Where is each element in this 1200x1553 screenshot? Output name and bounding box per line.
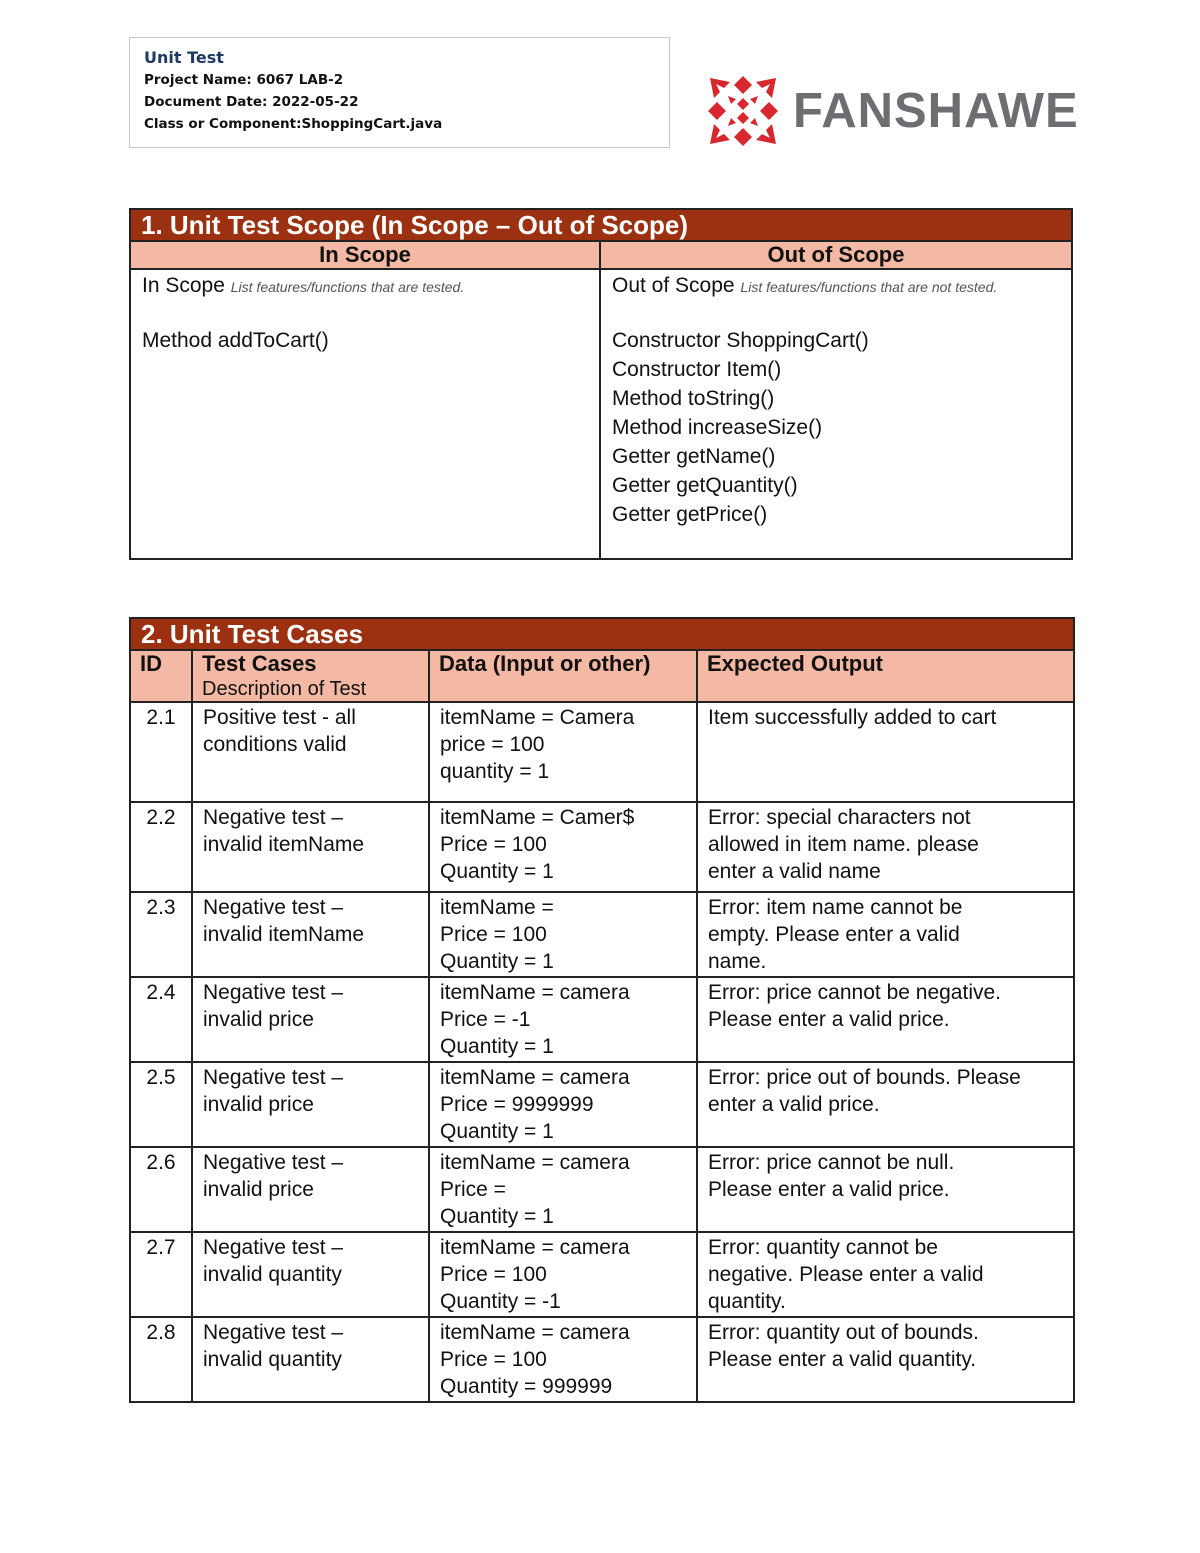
line: invalid price	[203, 1093, 314, 1116]
case-data	[429, 1317, 697, 1402]
case-expected	[697, 802, 1074, 892]
line: price = 100	[440, 733, 545, 756]
case-id: 2.8	[130, 1317, 192, 1402]
line: Error: special characters not	[708, 806, 971, 829]
case-description	[192, 1317, 429, 1402]
line: invalid itemName	[203, 833, 365, 856]
line: Negative test –	[203, 806, 344, 829]
table-row	[130, 1232, 1074, 1317]
in-scope-item: Method addToCart()	[142, 329, 329, 352]
line: Quantity = 999999	[440, 1375, 613, 1398]
test-cases-title: 2. Unit Test Cases	[130, 618, 1074, 650]
out-of-scope-cell	[600, 269, 1072, 559]
table-row	[130, 802, 1074, 892]
fanshawe-mark-icon	[700, 68, 786, 154]
table-row	[130, 977, 1074, 1062]
case-data	[429, 802, 697, 892]
line: allowed in item name. please	[708, 833, 979, 856]
line: Negative test –	[203, 896, 344, 919]
table-row	[130, 1147, 1074, 1232]
line: invalid price	[203, 1178, 314, 1201]
out-of-scope-item: Constructor Item()	[612, 358, 782, 381]
line: quantity.	[708, 1290, 786, 1313]
scope-table	[129, 208, 1073, 560]
case-id: 2.5	[130, 1062, 192, 1147]
case-id: 2.4	[130, 977, 192, 1062]
line: conditions valid	[203, 733, 347, 756]
line: Please enter a valid price.	[708, 1178, 950, 1201]
case-expected	[697, 977, 1074, 1062]
line: Negative test –	[203, 1236, 344, 1259]
line: Item successfully added to cart	[708, 706, 997, 729]
test-cases-header-sub: Description of Test	[202, 678, 367, 700]
case-expected	[697, 1147, 1074, 1232]
logo-wordmark: FANSHAWE	[793, 84, 1079, 138]
line: enter a valid price.	[708, 1093, 880, 1116]
case-expected	[697, 702, 1074, 802]
out-of-scope-header: Out of Scope	[600, 241, 1072, 269]
test-cases-column-header	[192, 650, 429, 702]
line: Quantity = -1	[440, 1290, 561, 1313]
test-cases-table	[129, 617, 1075, 1403]
line: Quantity = 1	[440, 1035, 554, 1058]
line: Price = -1	[440, 1008, 531, 1031]
scope-title: 1. Unit Test Scope (In Scope – Out of Scope)	[130, 209, 1072, 241]
in-scope-cell	[130, 269, 600, 559]
case-description	[192, 702, 429, 802]
case-data	[429, 892, 697, 977]
case-description	[192, 802, 429, 892]
document-header	[129, 37, 670, 148]
line: Positive test - all	[203, 706, 356, 729]
line: enter a valid name	[708, 860, 881, 883]
line: Error: quantity cannot be	[708, 1236, 938, 1259]
line: Price = 9999999	[440, 1093, 594, 1116]
line: Error: price out of bounds. Please	[708, 1066, 1021, 1089]
line: Price = 100	[440, 1263, 547, 1286]
line: Quantity = 1	[440, 860, 554, 883]
line: invalid itemName	[203, 923, 365, 946]
line: Price = 100	[440, 833, 547, 856]
case-description	[192, 1147, 429, 1232]
table-row	[130, 1317, 1074, 1402]
out-of-scope-item: Method increaseSize()	[612, 416, 823, 439]
case-id: 2.1	[130, 702, 192, 802]
line: Error: price cannot be negative.	[708, 981, 1001, 1004]
id-column-header: ID	[130, 650, 192, 702]
line: itemName = camera	[440, 1151, 630, 1174]
data-column-header: Data (Input or other)	[429, 650, 697, 702]
table-row	[130, 1062, 1074, 1147]
in-scope-label: In Scope	[142, 274, 225, 297]
case-id: 2.7	[130, 1232, 192, 1317]
line: invalid quantity	[203, 1348, 342, 1371]
component-name: Class or Component:ShoppingCart.java	[144, 116, 443, 132]
case-data	[429, 1232, 697, 1317]
line: Error: item name cannot be	[708, 896, 963, 919]
case-id: 2.3	[130, 892, 192, 977]
line: itemName = Camer$	[440, 806, 635, 829]
project-name: Project Name: 6067 LAB-2	[144, 72, 344, 88]
case-description	[192, 977, 429, 1062]
out-of-scope-item: Constructor ShoppingCart()	[612, 329, 869, 352]
case-id: 2.6	[130, 1147, 192, 1232]
line: itemName = camera	[440, 1321, 630, 1344]
fanshawe-logo	[700, 68, 1079, 156]
case-data	[429, 1147, 697, 1232]
line: itemName =	[440, 896, 554, 919]
case-data	[429, 1062, 697, 1147]
line: Please enter a valid price.	[708, 1008, 950, 1031]
table-row	[130, 702, 1074, 802]
line: Negative test –	[203, 981, 344, 1004]
line: Error: price cannot be null.	[708, 1151, 955, 1174]
out-of-scope-item: Getter getPrice()	[612, 503, 768, 526]
line: Please enter a valid quantity.	[708, 1348, 977, 1371]
line: itemName = camera	[440, 1236, 630, 1259]
line: Quantity = 1	[440, 1120, 554, 1143]
line: negative. Please enter a valid	[708, 1263, 984, 1286]
line: Negative test –	[203, 1151, 344, 1174]
case-description	[192, 1062, 429, 1147]
test-cases-header-label: Test Cases	[202, 651, 317, 676]
line: Quantity = 1	[440, 950, 554, 973]
case-expected	[697, 1317, 1074, 1402]
line: Price = 100	[440, 1348, 547, 1371]
line: Quantity = 1	[440, 1205, 554, 1228]
line: empty. Please enter a valid	[708, 923, 960, 946]
out-of-scope-label: Out of Scope	[612, 274, 735, 297]
case-description	[192, 892, 429, 977]
case-data	[429, 977, 697, 1062]
case-id: 2.2	[130, 802, 192, 892]
line: invalid quantity	[203, 1263, 342, 1286]
case-expected	[697, 1232, 1074, 1317]
line: itemName = camera	[440, 1066, 630, 1089]
table-row	[130, 892, 1074, 977]
line: itemName = camera	[440, 981, 630, 1004]
line: invalid price	[203, 1008, 314, 1031]
line: name.	[708, 950, 767, 973]
case-data	[429, 702, 697, 802]
out-of-scope-item: Getter getName()	[612, 445, 776, 468]
document-type-title: Unit Test	[144, 48, 224, 67]
case-expected	[697, 1062, 1074, 1147]
line: Negative test –	[203, 1066, 344, 1089]
case-description	[192, 1232, 429, 1317]
document-date: Document Date: 2022-05-22	[144, 94, 359, 110]
line: quantity = 1	[440, 760, 550, 783]
in-scope-note: List features/functions that are tested.	[230, 279, 465, 295]
out-of-scope-item: Getter getQuantity()	[612, 474, 798, 497]
out-of-scope-note: List features/functions that are not tested.	[740, 279, 998, 295]
case-expected	[697, 892, 1074, 977]
line: itemName = Camera	[440, 706, 635, 729]
line: Price =	[440, 1178, 506, 1201]
line: Error: quantity out of bounds.	[708, 1321, 979, 1344]
in-scope-header: In Scope	[130, 241, 600, 269]
out-of-scope-item: Method toString()	[612, 387, 775, 410]
line: Price = 100	[440, 923, 547, 946]
line: Negative test –	[203, 1321, 344, 1344]
expected-column-header: Expected Output	[697, 650, 1074, 702]
